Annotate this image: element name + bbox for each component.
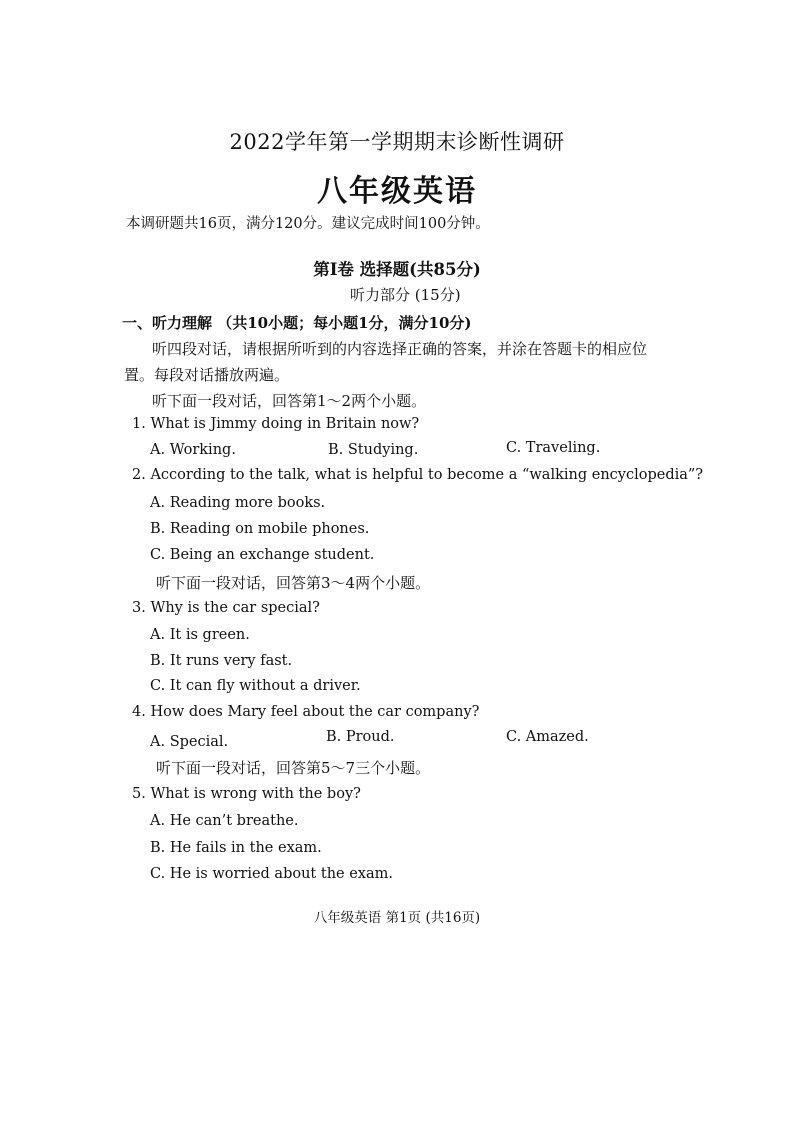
question-stem: 2. According to the talk, what is helpful to become a “walking encyclopedia”?: [132, 467, 704, 483]
dialogue-prompt: 听下面一段对话，回答第3～4两个小题。: [156, 574, 431, 592]
answer-option: B. Reading on mobile phones.: [150, 521, 370, 537]
answer-option: B. It runs very fast.: [150, 653, 293, 669]
answer-option: C. It can fly without a driver.: [150, 678, 361, 694]
dialogue-prompt: 听下面一段对话，回答第5～7三个小题。: [156, 759, 431, 777]
answer-option: A. Special.: [150, 734, 229, 750]
answer-option: A. Reading more books.: [150, 495, 326, 511]
subject-title: 八年级英语: [317, 174, 477, 209]
answer-option: A. It is green.: [150, 627, 250, 643]
answer-option: A. Working.: [150, 442, 236, 458]
section-instruction-line1: 听四段对话，请根据所听到的内容选择正确的答案，并涂在答题卡的相应位: [152, 340, 648, 358]
answer-option: A. He can’t breathe.: [150, 813, 299, 829]
question-stem: 1. What is Jimmy doing in Britain now?: [132, 416, 420, 432]
answer-option: C. Traveling.: [506, 440, 601, 456]
question-stem: 5. What is wrong with the boy?: [132, 786, 361, 802]
exam-title: 2022学年第一学期期末诊断性调研: [229, 130, 565, 154]
dialogue-prompt: 听下面一段对话，回答第1～2两个小题。: [152, 392, 427, 410]
answer-option: C. He is worried about the exam.: [150, 866, 393, 882]
answer-option: C. Amazed.: [506, 729, 589, 745]
answer-option: B. He fails in the exam.: [150, 840, 322, 856]
part-title: 听力部分 (15分): [350, 286, 461, 304]
answer-option: B. Studying.: [328, 442, 419, 458]
page-footer: 八年级英语 第1页 (共16页): [313, 910, 481, 926]
answer-option: C. Being an exchange student.: [150, 547, 375, 563]
section-instruction-line2: 置。每段对话播放两遍。: [124, 366, 290, 384]
section-heading: 一、听力理解 （共10小题；每小题1分，满分10分): [122, 314, 472, 332]
exam-intro: 本调研题共16页，满分120分。建议完成时间100分钟。: [126, 216, 490, 232]
volume-title: 第Ⅰ卷 选择题(共85分): [313, 260, 481, 279]
answer-option: B. Proud.: [326, 729, 395, 745]
question-stem: 4. How does Mary feel about the car company?: [132, 704, 480, 720]
question-stem: 3. Why is the car special?: [132, 600, 320, 616]
